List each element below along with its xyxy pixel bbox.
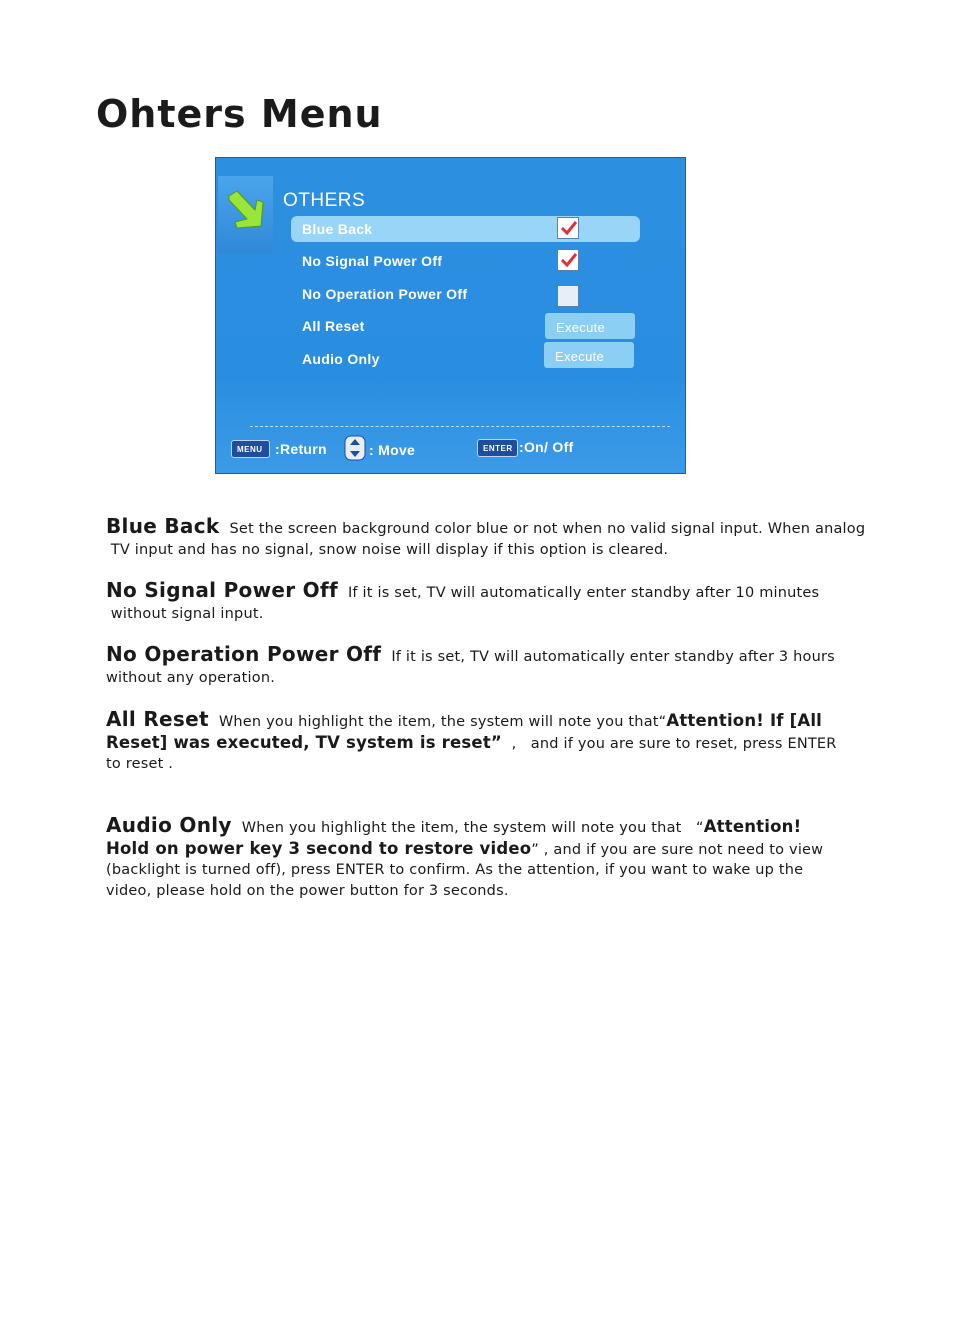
all-reset-execute-button[interactable]: Execute	[545, 313, 635, 339]
desc-text: TV input and has no signal, snow noise will display if this option is cleared.	[106, 541, 669, 558]
no-signal-power-off-checkbox[interactable]	[557, 249, 579, 271]
desc-text: without signal input.	[106, 605, 264, 622]
osd-item-label: Blue Back	[302, 221, 373, 237]
move-hint: : Move	[369, 442, 416, 458]
desc-emphasis: Reset] was executed, TV system is reset”	[106, 732, 502, 752]
page-title: Ohters Menu	[96, 92, 383, 136]
desc-term: Blue Back	[106, 514, 220, 538]
desc-text: If it is set, TV will automatically enter standby after 3 hours	[391, 649, 835, 665]
desc-term: All Reset	[106, 707, 209, 731]
desc-text: , and if you are sure to reset, press ENTER	[501, 735, 837, 752]
arrow-down-right-icon	[227, 190, 265, 230]
others-osd-menu	[215, 157, 686, 474]
no-operation-power-off-checkbox[interactable]	[557, 285, 579, 307]
desc-text: When you highlight the item, the system will note you that“	[218, 714, 667, 730]
desc-emphasis: Attention! If [All	[666, 711, 823, 730]
desc-text: When you highlight the item, the system will note you that “	[241, 820, 704, 836]
audio-only-execute-button[interactable]: Execute	[544, 342, 634, 368]
desc-blue-back	[106, 516, 866, 560]
blue-back-checkbox[interactable]	[557, 217, 579, 239]
osd-item-label: No Operation Power Off	[302, 286, 468, 302]
osd-item-label: Audio Only	[302, 351, 380, 367]
osd-item-no-signal-power-off[interactable]	[291, 248, 640, 274]
desc-all-reset	[106, 709, 866, 775]
desc-no-operation-power-off	[106, 644, 866, 688]
checkmark-icon	[560, 219, 578, 237]
desc-term: Audio Only	[106, 813, 232, 837]
menu-key-icon: MENU	[231, 440, 270, 458]
desc-text: ” , and if you are sure not need to view	[531, 841, 824, 858]
desc-text: video, please hold on the power button for 3 seconds.	[106, 882, 509, 899]
desc-text: (backlight is turned off), press ENTER to confirm. As the attention, if you want to wake up the	[106, 862, 804, 878]
enter-key-icon: ENTER	[477, 439, 518, 457]
desc-emphasis: Attention!	[703, 817, 802, 836]
desc-text: without any operation.	[106, 669, 276, 686]
desc-text: If it is set, TV will automatically enter standby after 10 minutes	[347, 585, 820, 601]
desc-emphasis: Hold on power key 3 second to restore video	[106, 838, 532, 858]
osd-item-label: All Reset	[302, 318, 365, 334]
osd-item-label: No Signal Power Off	[302, 253, 443, 269]
checkmark-icon	[560, 251, 578, 269]
onoff-hint: :On/ Off	[519, 439, 574, 455]
desc-no-signal-power-off	[106, 580, 866, 624]
osd-item-no-operation-power-off[interactable]	[291, 281, 640, 307]
desc-text: to reset .	[106, 756, 174, 772]
osd-item-blue-back[interactable]	[291, 216, 640, 242]
desc-audio-only	[106, 815, 866, 901]
osd-heading: OTHERS	[283, 190, 366, 211]
desc-term: No Operation Power Off	[106, 642, 382, 666]
desc-text: Set the screen background color blue or not when no valid signal input. When analog	[229, 521, 866, 537]
footer-divider	[250, 426, 670, 427]
return-hint: :Return	[275, 441, 327, 457]
others-tab[interactable]	[218, 176, 273, 254]
desc-term: No Signal Power Off	[106, 578, 338, 602]
up-down-arrows-icon	[344, 435, 366, 461]
